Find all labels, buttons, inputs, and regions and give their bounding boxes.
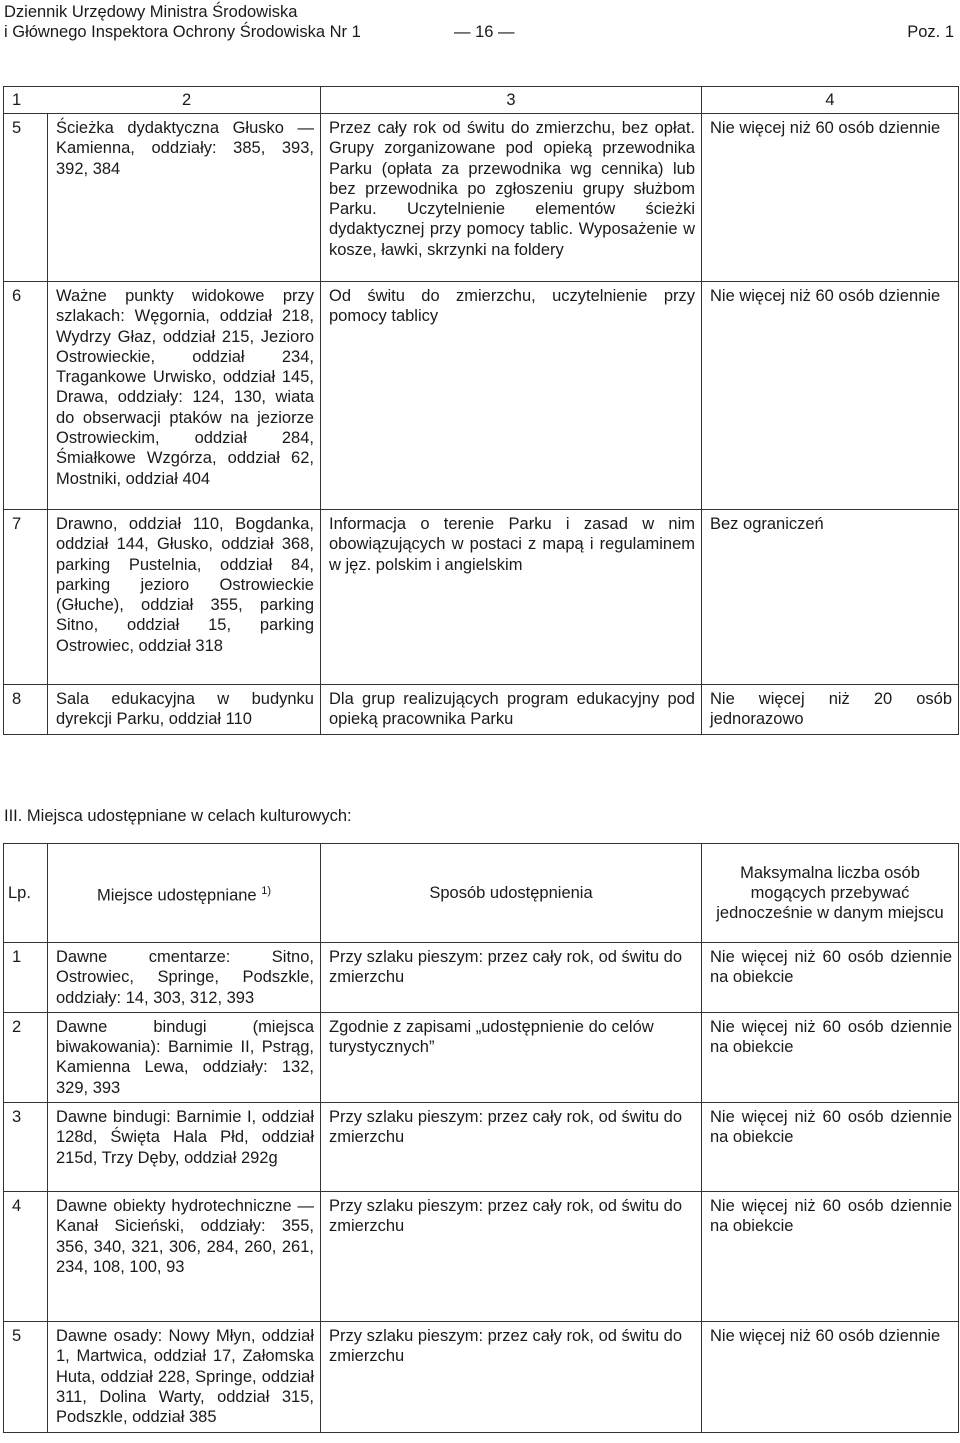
place-cell: Dawne bindugi (miejsca biwakowania): Barnimie II, Pstrąg, Kamienna Lewa, oddziały: 132, 329, 393 <box>56 1017 314 1097</box>
place-cell: Ścieżka dydaktyczna Głusko — Kamienna, oddziały: 385, 393, 392, 384 <box>56 119 314 178</box>
header-place-label: Miejsce udostępniane <box>97 886 257 905</box>
mode-cell: Przy szlaku pieszym: przez cały rok, od świtu do zmierzchu <box>329 1197 683 1236</box>
max-cell: Nie więcej niż 60 osób dziennie na obiekcie <box>710 948 952 987</box>
row-number: 4 <box>4 1192 48 1322</box>
column-number-row <box>4 87 959 114</box>
mode-cell: Zgodnie z zapisami „udostępnienie do celów turystycznych” <box>329 1017 654 1057</box>
place-cell: Dawne obiekty hydrotechniczne — Kanał Sicieński, oddziały: 355, 356, 340, 321, 306, 284, 260, 261, 234, 108, 100, 93 <box>56 1197 314 1276</box>
mode-cell: Przy szlaku pieszym: przez cały rok, od świtu do zmierzchu <box>329 948 683 987</box>
cultural-places-table <box>3 843 959 1433</box>
max-cell: Nie więcej niż 60 osób dziennie <box>710 287 941 305</box>
header-max-label: Maksymalna liczba osób mogących przebywać jednocześnie w danym miejscu <box>716 863 944 923</box>
table-row <box>4 510 959 685</box>
row-number: 5 <box>4 1322 48 1432</box>
footnote-marker: 1) <box>261 884 271 897</box>
place-cell: Dawne bindugi: Barnimie I, oddział 128d, Święta Hala Płd, oddział 215d, Trzy Dęby, oddział 292g <box>56 1108 314 1167</box>
place-cell: Dawne osady: Nowy Młyn, oddział 1, Martwica, oddział 17, Załomska Huta, oddział 228, Springe, oddział 311, Dolina Warty, oddział 315, Podszkle, oddział 385 <box>56 1327 314 1427</box>
max-cell: Nie więcej niż 60 osób dziennie <box>710 119 941 137</box>
max-cell: Nie więcej niż 20 osób jednorazowo <box>710 690 952 729</box>
row-number: 1 <box>4 943 48 1013</box>
max-cell: Bez ograniczeń <box>710 515 824 533</box>
mode-cell: Od świtu do zmierzchu, uczytelnienie przy pomocy tablicy <box>329 287 695 326</box>
mode-cell: Dla grup realizujących program edukacyjny pod opieką pracownika Parku <box>329 690 695 729</box>
max-cell: Nie więcej niż 60 osób dziennie <box>710 1327 941 1346</box>
place-cell: Sala edukacyjna w budynku dyrekcji Parku, oddział 110 <box>56 690 314 729</box>
section-title: III. Miejsca udostępniane w celach kulturowych: <box>4 807 352 825</box>
column-number-1: 1 <box>12 91 22 109</box>
row-number: 2 <box>4 1012 48 1102</box>
table-row <box>4 685 959 735</box>
place-cell: Ważne punkty widokowe przy szlakach: Węgornia, oddział 218, Wydrzy Głaz, oddział 215, Jezioro Ostrowieckie, oddział 234, Tragankowe Urwisko, oddział 145, Drawa, oddziały: 124, 130, wiata do obserwacji ptaków na jeziorze Ostrowieckim, oddział 284, Śmiałkowe Wzgórza, oddział 62, Mostniki, oddział 404 <box>56 287 314 488</box>
journal-title-line2: i Głównego Inspektora Ochrony Środowiska Nr 1 <box>4 23 361 41</box>
row-number: 8 <box>4 685 48 735</box>
header-lp: Lp. <box>4 844 48 943</box>
table-row <box>4 1192 959 1322</box>
table-row <box>4 282 959 510</box>
row-number: 7 <box>4 510 48 685</box>
mode-cell: Informacja o terenie Parku i zasad w nim obowiązujących w postaci z mapą i regulaminem w jęz. polskim i angielskim <box>329 515 695 574</box>
row-number: 5 <box>4 114 48 282</box>
column-number-2: 2 <box>182 91 192 109</box>
header-mode: Sposób udostępnienia <box>321 844 702 943</box>
table-row <box>4 1103 959 1192</box>
row-number: 6 <box>4 282 48 510</box>
place-cell: Drawno, oddział 110, Bogdanka, oddział 144, Głusko, oddział 368, parking Pustelnia, oddział 84, parking jezioro Ostrowieckie (Głuche), oddział 355, parking Sitno, oddział 15, parking Ostrowiec, oddział 318 <box>56 515 314 655</box>
position-number: Poz. 1 <box>907 23 954 41</box>
mode-cell: Przy szlaku pieszym: przez cały rok, od świtu do zmierzchu <box>329 1108 683 1147</box>
page-header <box>4 2 956 42</box>
column-number-4: 4 <box>702 87 959 114</box>
places-table-continued <box>3 86 959 735</box>
journal-title-line1: Dziennik Urzędowy Ministra Środowiska <box>4 3 298 21</box>
header-place <box>48 844 321 943</box>
table-row <box>4 1012 959 1102</box>
row-number: 3 <box>4 1103 48 1192</box>
table-row <box>4 114 959 282</box>
header-max <box>702 844 959 943</box>
mode-cell: Przez cały rok od świtu do zmierzchu, bez opłat. Grupy zorganizowane pod opieką przewodnika Parku (opłata za przewodnika wg cennika) lub bez przewodnika po zgłoszeniu grupy służbom Parku. Uczytelnienie elementów ścieżki dydaktycznej przy pomocy tablic. Wyposażenie w kosze, ławki, skrzynki na foldery <box>329 119 695 259</box>
table-row <box>4 943 959 1013</box>
place-cell: Dawne cmentarze: Sitno, Ostrowiec, Springe, Podszkle, oddziały: 14, 303, 312, 393 <box>56 948 314 1007</box>
table-row <box>4 1322 959 1432</box>
page-number: — 16 — <box>454 23 515 41</box>
max-cell: Nie więcej niż 60 osób dziennie na obiekcie <box>710 1197 952 1236</box>
column-number-3: 3 <box>321 87 702 114</box>
max-cell: Nie więcej niż 60 osób dziennie na obiekcie <box>710 1017 952 1057</box>
header-row <box>4 844 959 943</box>
mode-cell: Przy szlaku pieszym: przez cały rok, od świtu do zmierzchu <box>329 1327 683 1366</box>
max-cell: Nie więcej niż 60 osób dziennie na obiekcie <box>710 1108 952 1147</box>
